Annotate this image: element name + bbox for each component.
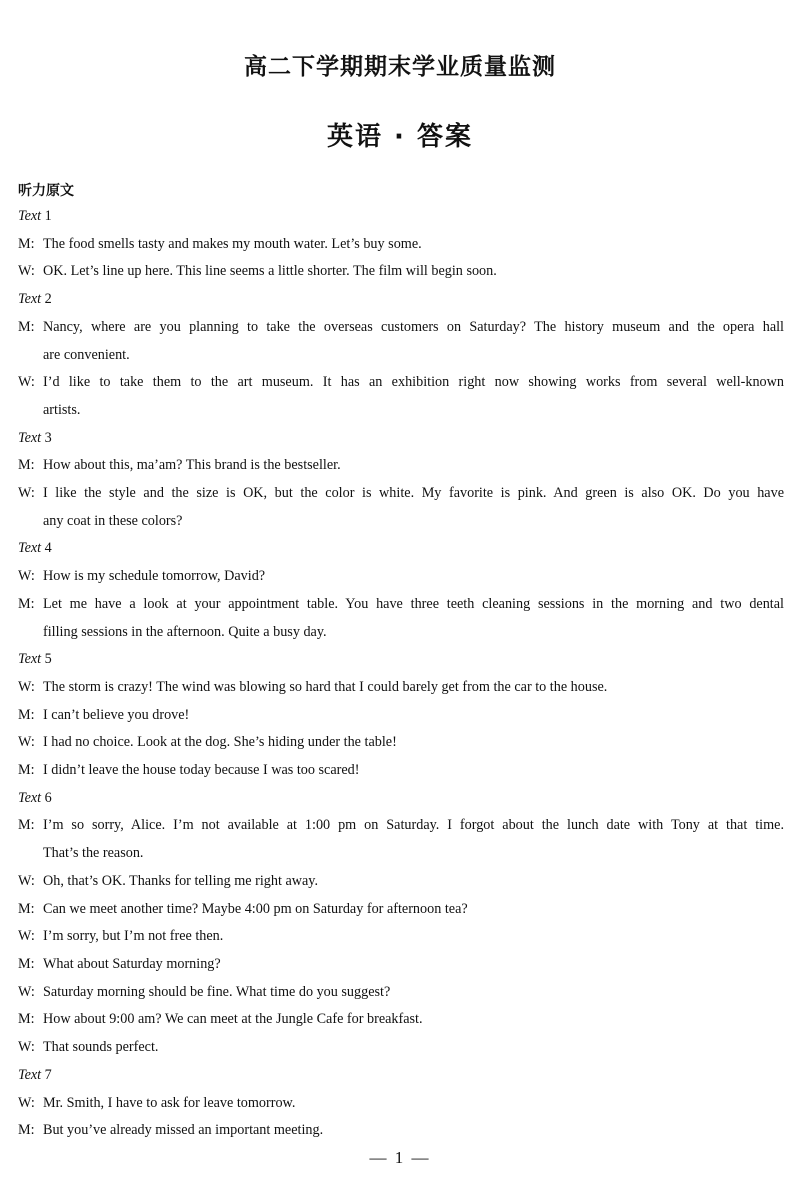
text-heading-label: Text bbox=[18, 1066, 42, 1083]
dialogue-line bbox=[18, 979, 784, 1007]
speaker-label: M: bbox=[18, 706, 35, 723]
speaker-label: W: bbox=[18, 928, 35, 945]
dialogue-continuation: are convenient. bbox=[43, 346, 130, 363]
dialogue-continuation: That’s the reason. bbox=[43, 845, 144, 862]
transcript-body bbox=[18, 203, 784, 1145]
text-heading-label: Text bbox=[18, 540, 42, 557]
document-title: 高二下学期期末学业质量监测 bbox=[244, 54, 556, 80]
dialogue-text: I can’t believe you drove! bbox=[43, 706, 190, 723]
dialogue-text: That sounds perfect. bbox=[43, 1039, 159, 1056]
dialogue-text: Let me have a look at your appointment table. You have three teeth cleaning sessions in the morning and two dental bbox=[43, 595, 784, 612]
dialogue-text: How about 9:00 am? We can meet at the Jungle Cafe for breakfast. bbox=[43, 1011, 423, 1028]
dialogue-line bbox=[18, 729, 784, 757]
dialogue-line bbox=[18, 674, 784, 702]
dialogue-line bbox=[18, 452, 784, 480]
dialogue-line bbox=[18, 923, 784, 951]
dialogue-continuation: any coat in these colors? bbox=[43, 512, 183, 529]
text-heading bbox=[18, 286, 784, 314]
speaker-label: M: bbox=[18, 1122, 35, 1139]
dialogue-text: I like the style and the size is OK, but the color is white. My favorite is pink. And green is also OK. Do you have bbox=[43, 485, 784, 502]
dialogue-line bbox=[18, 1090, 784, 1118]
text-heading-number: 1 bbox=[44, 208, 52, 224]
dialogue-text: Mr. Smith, I have to ask for leave tomorrow. bbox=[43, 1094, 296, 1111]
speaker-label: W: bbox=[18, 485, 35, 502]
text-heading-number: 5 bbox=[44, 651, 52, 668]
speaker-label: W: bbox=[18, 1039, 35, 1056]
speaker-label: M: bbox=[18, 817, 35, 834]
dialogue-text: How about this, ma’am? This brand is the bestseller. bbox=[43, 457, 341, 474]
dialogue-continuation: filling sessions in the afternoon. Quite a busy day. bbox=[43, 623, 327, 640]
dialogue-line bbox=[18, 1006, 784, 1034]
dialogue-line bbox=[18, 896, 784, 924]
dialogue-text: How is my schedule tomorrow, David? bbox=[43, 568, 266, 585]
text-heading-number: 7 bbox=[44, 1066, 52, 1083]
text-heading bbox=[18, 203, 784, 231]
dialogue-text: I’d like to take them to the art museum. It has an exhibition right now showing works from several well-known bbox=[43, 374, 784, 391]
text-heading-number: 6 bbox=[44, 789, 52, 806]
dialogue-text: I’m so sorry, Alice. I’m not available at 1:00 pm on Saturday. I forgot about the lunch date with Tony at that time. bbox=[43, 817, 784, 834]
speaker-label: W: bbox=[18, 374, 35, 391]
speaker-label: W: bbox=[18, 983, 35, 1000]
text-heading bbox=[18, 646, 784, 674]
text-heading-label: Text bbox=[18, 429, 42, 446]
text-heading bbox=[18, 1062, 784, 1090]
document-subtitle: 英语 · 答案 bbox=[327, 122, 473, 152]
dialogue-text: OK. Let’s line up here. This line seems a little shorter. The film will begin soon. bbox=[43, 263, 497, 280]
dialogue-line bbox=[18, 563, 784, 591]
dialogue-continuation: artists. bbox=[43, 401, 81, 418]
text-heading-label: Text bbox=[18, 651, 42, 668]
text-heading-number: 4 bbox=[44, 540, 52, 557]
dialogue-line bbox=[18, 757, 784, 785]
dialogue-line bbox=[18, 369, 784, 397]
dialogue-text: The storm is crazy! The wind was blowing so hard that I could barely get from the car to the house. bbox=[43, 678, 608, 695]
dialogue-text: Oh, that’s OK. Thanks for telling me right away. bbox=[43, 872, 319, 889]
speaker-label: M: bbox=[18, 955, 35, 972]
speaker-label: M: bbox=[18, 900, 35, 917]
speaker-label: W: bbox=[18, 734, 35, 751]
speaker-label: W: bbox=[18, 263, 35, 280]
dialogue-line bbox=[18, 812, 784, 840]
dialogue-text: I didn’t leave the house today because I was too scared! bbox=[43, 762, 360, 779]
dialogue-line bbox=[18, 1117, 784, 1145]
dialogue-line bbox=[18, 231, 784, 259]
text-heading-label: Text bbox=[18, 789, 42, 806]
dialogue-text: What about Saturday morning? bbox=[43, 955, 221, 972]
text-heading-number: 2 bbox=[44, 291, 52, 308]
dialogue-text: I had no choice. Look at the dog. She’s hiding under the table! bbox=[43, 734, 397, 751]
speaker-label: M: bbox=[18, 235, 35, 252]
section-heading: 听力原文 bbox=[18, 183, 74, 199]
speaker-label: M: bbox=[18, 762, 35, 779]
text-heading-number: 3 bbox=[44, 429, 52, 446]
dialogue-text: Can we meet another time? Maybe 4:00 pm on Saturday for afternoon tea? bbox=[43, 900, 468, 917]
dialogue-text: The food smells tasty and makes my mouth water. Let’s buy some. bbox=[43, 235, 422, 252]
text-heading bbox=[18, 425, 784, 453]
speaker-label: W: bbox=[18, 872, 35, 889]
page-number: — 1 — bbox=[369, 1148, 431, 1167]
text-heading bbox=[18, 785, 784, 813]
dialogue-text: Saturday morning should be fine. What time do you suggest? bbox=[43, 983, 391, 1000]
text-heading-label: Text bbox=[18, 291, 42, 308]
text-heading bbox=[18, 535, 784, 563]
dialogue-line bbox=[18, 314, 784, 342]
speaker-label: W: bbox=[18, 678, 35, 695]
dialogue-line bbox=[18, 951, 784, 979]
dialogue-text: Nancy, where are you planning to take the overseas customers on Saturday? The history museum and the opera hall bbox=[43, 318, 784, 335]
dialogue-line bbox=[18, 480, 784, 508]
text-heading-label: Text bbox=[18, 208, 42, 224]
speaker-label: M: bbox=[18, 318, 35, 335]
dialogue-line bbox=[18, 258, 784, 286]
dialogue-line bbox=[18, 591, 784, 619]
dialogue-text: But you’ve already missed an important meeting. bbox=[43, 1122, 324, 1139]
speaker-label: W: bbox=[18, 568, 35, 585]
dialogue-line bbox=[18, 1034, 784, 1062]
speaker-label: M: bbox=[18, 1011, 35, 1028]
speaker-label: M: bbox=[18, 595, 35, 612]
speaker-label: W: bbox=[18, 1094, 35, 1111]
dialogue-line bbox=[18, 702, 784, 730]
dialogue-line bbox=[18, 868, 784, 896]
dialogue-text: I’m sorry, but I’m not free then. bbox=[43, 928, 224, 945]
speaker-label: M: bbox=[18, 457, 35, 474]
